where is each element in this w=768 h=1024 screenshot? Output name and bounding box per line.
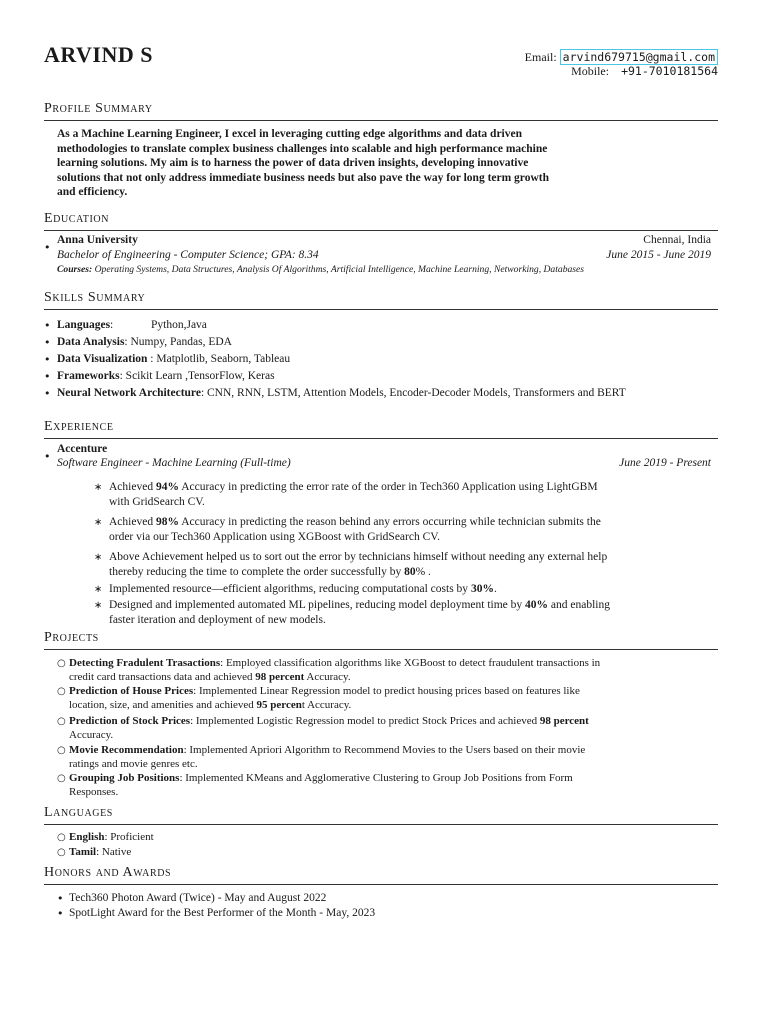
circle-bullet-icon: ○ (57, 686, 66, 697)
profile-line: learning solutions. My aim is to harness the power of data driven insights, developing innovative (57, 157, 529, 169)
skill-sep: : (124, 336, 128, 348)
text: Designed and implemented automated ML pipelines, reducing model deployment time by (109, 599, 526, 611)
profile-line: methodologies to translate complex business challenges into scalable and high performance machine (57, 142, 548, 155)
language-name: English (69, 831, 105, 843)
highlight: 98% (155, 516, 179, 528)
skill-sep: : (147, 353, 154, 365)
skill-value: Scikit Learn ,TensorFlow, Keras (125, 370, 275, 382)
text: % . (415, 565, 431, 578)
skill-frameworks (57, 369, 275, 384)
mobile-row (525, 64, 718, 78)
job-dates: June 2019 - Present (619, 457, 711, 469)
circle-bullet-icon: ○ (57, 658, 66, 669)
skill-value: Matplotlib, Seaborn, Tableau (156, 353, 291, 365)
bullet-icon: • (44, 336, 51, 349)
education-heading: Education (44, 211, 110, 226)
text: . (493, 583, 497, 595)
highlight: 30% (470, 583, 494, 595)
circle-bullet-icon: ○ (57, 716, 66, 727)
bullet-icon: • (44, 450, 51, 463)
projects-heading: Projects (44, 630, 99, 645)
skill-value: CNN, RNN, LSTM, Attention Models, Encoder-Decoder Models, Transformers and BERT (207, 387, 626, 399)
skill-value: Python,Java (151, 319, 207, 331)
skill-label: Data Analysis (57, 336, 125, 348)
text: Achieved (109, 481, 156, 493)
skill-value: Numpy, Pandas, EDA (130, 336, 232, 348)
mobile-label: Mobile: (571, 64, 610, 78)
star-bullet-icon: ∗ (94, 600, 103, 611)
honors-heading: Honors and Awards (44, 865, 172, 880)
star-bullet-icon: ∗ (94, 552, 103, 563)
text: Responses. (69, 786, 119, 798)
text: thereby reducing the time to complete the order successfully by (109, 565, 405, 578)
star-bullet-icon: ∗ (94, 517, 103, 528)
school-location: Chennai, India (643, 234, 711, 246)
text: t Accuracy. (301, 699, 352, 711)
school-name: Anna University (57, 234, 138, 246)
section-divider (44, 120, 718, 121)
highlight: 80 (404, 565, 416, 578)
project-title: Grouping Job Positions (69, 772, 180, 784)
circle-bullet-icon: ○ (57, 832, 66, 843)
skill-label: Data Visualization (57, 353, 148, 365)
highlight: 98 percent (255, 671, 305, 683)
highlight: 98 percent (539, 715, 589, 727)
skill-sep: : (110, 319, 114, 331)
experience-bullet (109, 515, 729, 544)
profile-summary-heading: Profile Summary (44, 101, 153, 116)
text: order via our Tech360 Application using XGBoost with GridSearch CV. (109, 530, 440, 543)
job-role: Software Engineer - Machine Learning (Full-time) (57, 457, 291, 469)
text: : Implemented KMeans and Agglomerative Clustering to Group Job Positions from Form (179, 772, 573, 784)
contact-block (525, 50, 718, 78)
email-label: Email: (524, 50, 557, 64)
text: location, size, and amenities and achieved (69, 699, 257, 711)
text: : Implemented Logistic Regression model to predict Stock Prices and achieved (190, 715, 540, 727)
language-english (69, 830, 154, 844)
courses-label: Courses: (57, 264, 93, 275)
award-item: SpotLight Award for the Best Performer of the Month - May, 2023 (69, 907, 376, 919)
highlight: 95 percen (256, 699, 302, 711)
text: faster iteration and deployment of new models. (109, 613, 326, 626)
text: : Implemented Linear Regression model to predict housing prices based on features like (193, 685, 580, 697)
text: ratings and movie genres etc. (69, 758, 198, 770)
text: : Employed classification algorithms like XGBoost to detect fraudulent transactions in (220, 657, 601, 669)
section-divider (44, 649, 718, 650)
mobile-number: +91-7010181564 (621, 64, 718, 78)
skill-sep: : (119, 370, 123, 382)
email-row (525, 50, 718, 64)
experience-bullet (109, 480, 729, 509)
project-item (69, 771, 729, 799)
section-divider (44, 309, 718, 310)
circle-bullet-icon: ○ (57, 847, 66, 858)
text: : Implemented Apriori Algorithm to Recommend Movies to the Users based on their movie (183, 744, 586, 756)
bullet-icon: • (44, 370, 51, 383)
skill-languages (57, 318, 113, 333)
profile-line: and efficiency. (57, 186, 128, 198)
experience-bullet (109, 598, 729, 627)
project-item (69, 743, 729, 771)
skill-label: Frameworks (57, 370, 120, 382)
project-item (69, 684, 729, 712)
bullet-icon: • (57, 907, 64, 920)
language-level: : Proficient (104, 831, 154, 843)
bullet-icon: • (57, 892, 64, 905)
highlight: 94% (155, 481, 179, 493)
text: credit card transactions data and achieved (69, 671, 256, 683)
award-item: Tech360 Photon Award (Twice) - May and August 2022 (69, 892, 327, 904)
text: Accuracy. (304, 671, 351, 683)
language-level: : Native (96, 846, 132, 858)
education-dates: June 2015 - June 2019 (606, 249, 711, 261)
text: Accuracy in predicting the error rate of the order in Tech360 Application using LightGBM (178, 481, 598, 493)
text: Above Achievement helped us to sort out the error by technicians himself without needing any external help (109, 551, 608, 563)
skill-data-visualization (57, 352, 290, 367)
experience-bullet (109, 582, 729, 597)
text: and enabling (548, 599, 610, 611)
section-divider (44, 824, 718, 825)
star-bullet-icon: ∗ (94, 584, 103, 595)
skill-label: Neural Network Architecture (57, 387, 201, 399)
project-title: Movie Recommendation (69, 744, 184, 756)
profile-line: As a Machine Learning Engineer, I excel in leveraging cutting edge algorithms and data driven (57, 128, 522, 140)
section-divider (44, 230, 718, 231)
text: Achieved (109, 516, 156, 528)
candidate-name: ARVIND S (44, 42, 153, 67)
bullet-icon: • (44, 319, 51, 332)
skill-neural-network (57, 386, 626, 401)
skills-heading: Skills Summary (44, 290, 146, 305)
circle-bullet-icon: ○ (57, 745, 66, 756)
language-name: Tamil (69, 846, 97, 858)
section-divider (44, 438, 718, 439)
highlight: 40% (525, 599, 549, 611)
skill-sep: : (200, 387, 205, 399)
degree: Bachelor of Engineering - Computer Science; GPA: 8.34 (57, 249, 319, 261)
project-title: Prediction of Stock Prices (69, 715, 191, 727)
project-title: Detecting Fradulent Trasactions (69, 657, 221, 669)
language-tamil (69, 845, 131, 859)
project-item (69, 656, 729, 684)
profile-line: solutions that not only address immediate business needs but also pave the way for long term growth (57, 171, 549, 184)
text: Accuracy in predicting the reason behind any errors occurring while technician submits the (178, 516, 601, 528)
bullet-icon: • (44, 387, 51, 400)
project-item (69, 714, 729, 742)
project-title: Prediction of House Prices (69, 685, 194, 697)
text: Implemented resource—efficient algorithms, reducing computational costs by (109, 583, 471, 595)
languages-heading: Languages (44, 805, 113, 820)
text: Accuracy. (69, 729, 114, 741)
experience-heading: Experience (44, 419, 114, 434)
bullet-icon: • (44, 241, 51, 254)
courses-list: Operating Systems, Data Structures, Analysis Of Algorithms, Artificial Intelligence, Machine Learning, Networking, Databases (94, 264, 585, 275)
bullet-icon: • (44, 353, 51, 366)
circle-bullet-icon: ○ (57, 773, 66, 784)
skill-data-analysis (57, 335, 232, 350)
profile-summary-text (57, 127, 737, 200)
company-name: Accenture (57, 443, 108, 455)
star-bullet-icon: ∗ (94, 482, 103, 493)
text: with GridSearch CV. (109, 495, 205, 508)
courses (57, 264, 584, 276)
skill-label: Languages (57, 319, 111, 331)
experience-bullet (109, 550, 729, 579)
section-divider (44, 884, 718, 885)
email-link[interactable]: arvind679715@gmail.com (560, 49, 718, 65)
